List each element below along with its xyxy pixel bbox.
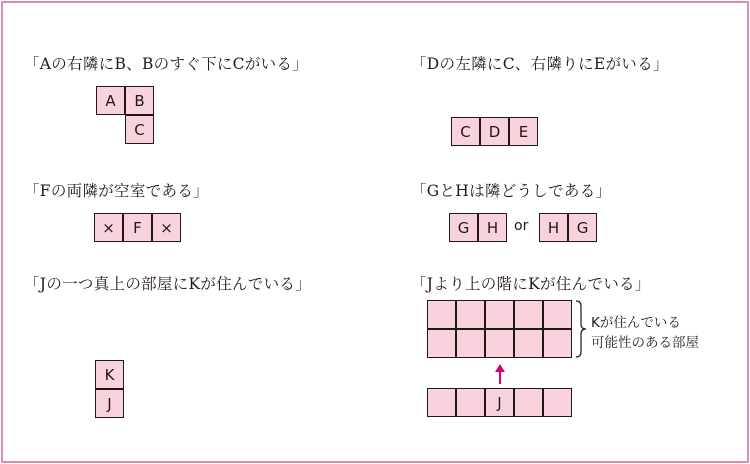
upper-room (514, 300, 543, 329)
upper-room (427, 300, 456, 329)
upper-room (543, 300, 572, 329)
panel-2-caption: 「Dの左隣にC、右隣りにEがいる」 (411, 55, 669, 73)
up-arrow-icon (493, 363, 507, 385)
lower-room (543, 388, 572, 417)
upper-room (456, 329, 485, 358)
cell-a: A (96, 86, 125, 115)
cell-c: C (451, 117, 480, 146)
cell-vacant-right: × (152, 213, 181, 242)
panel-5-caption: 「Jの一つ真上の部屋にKが住んでいる」 (24, 275, 311, 293)
cell-h: H (478, 213, 507, 242)
or-text: or (514, 218, 529, 234)
lower-room (514, 388, 543, 417)
panel-4-caption: 「GとHは隣どうしである」 (411, 182, 612, 200)
cell-j: J (95, 389, 124, 418)
cell-h: H (539, 213, 568, 242)
panel-1-caption: 「Aの右隣にB、Bのすぐ下にCがいる」 (24, 55, 309, 73)
bracket-note-line2: 可能性のある部屋 (591, 335, 699, 351)
cell-b: B (125, 86, 154, 115)
upper-room (485, 329, 514, 358)
cell-c: C (125, 115, 154, 144)
cell-k: K (95, 360, 124, 389)
cell-j: J (485, 388, 514, 417)
bracket-note-line1: Kが住んでいる (591, 315, 681, 331)
cell-d: D (480, 117, 509, 146)
upper-room (485, 300, 514, 329)
lower-room (456, 388, 485, 417)
upper-room (543, 329, 572, 358)
lower-room (427, 388, 456, 417)
cell-g: G (449, 213, 478, 242)
cell-g: G (568, 213, 597, 242)
cell-e: E (509, 117, 538, 146)
upper-room (427, 329, 456, 358)
cell-vacant-left: × (94, 213, 123, 242)
panel-3-caption: 「Fの両隣が空室である」 (24, 182, 209, 200)
brace-icon (574, 300, 588, 358)
upper-room (514, 329, 543, 358)
panel-6-caption: 「Jより上の階にKが住んでいる」 (411, 275, 651, 293)
cell-f: F (123, 213, 152, 242)
upper-room (456, 300, 485, 329)
